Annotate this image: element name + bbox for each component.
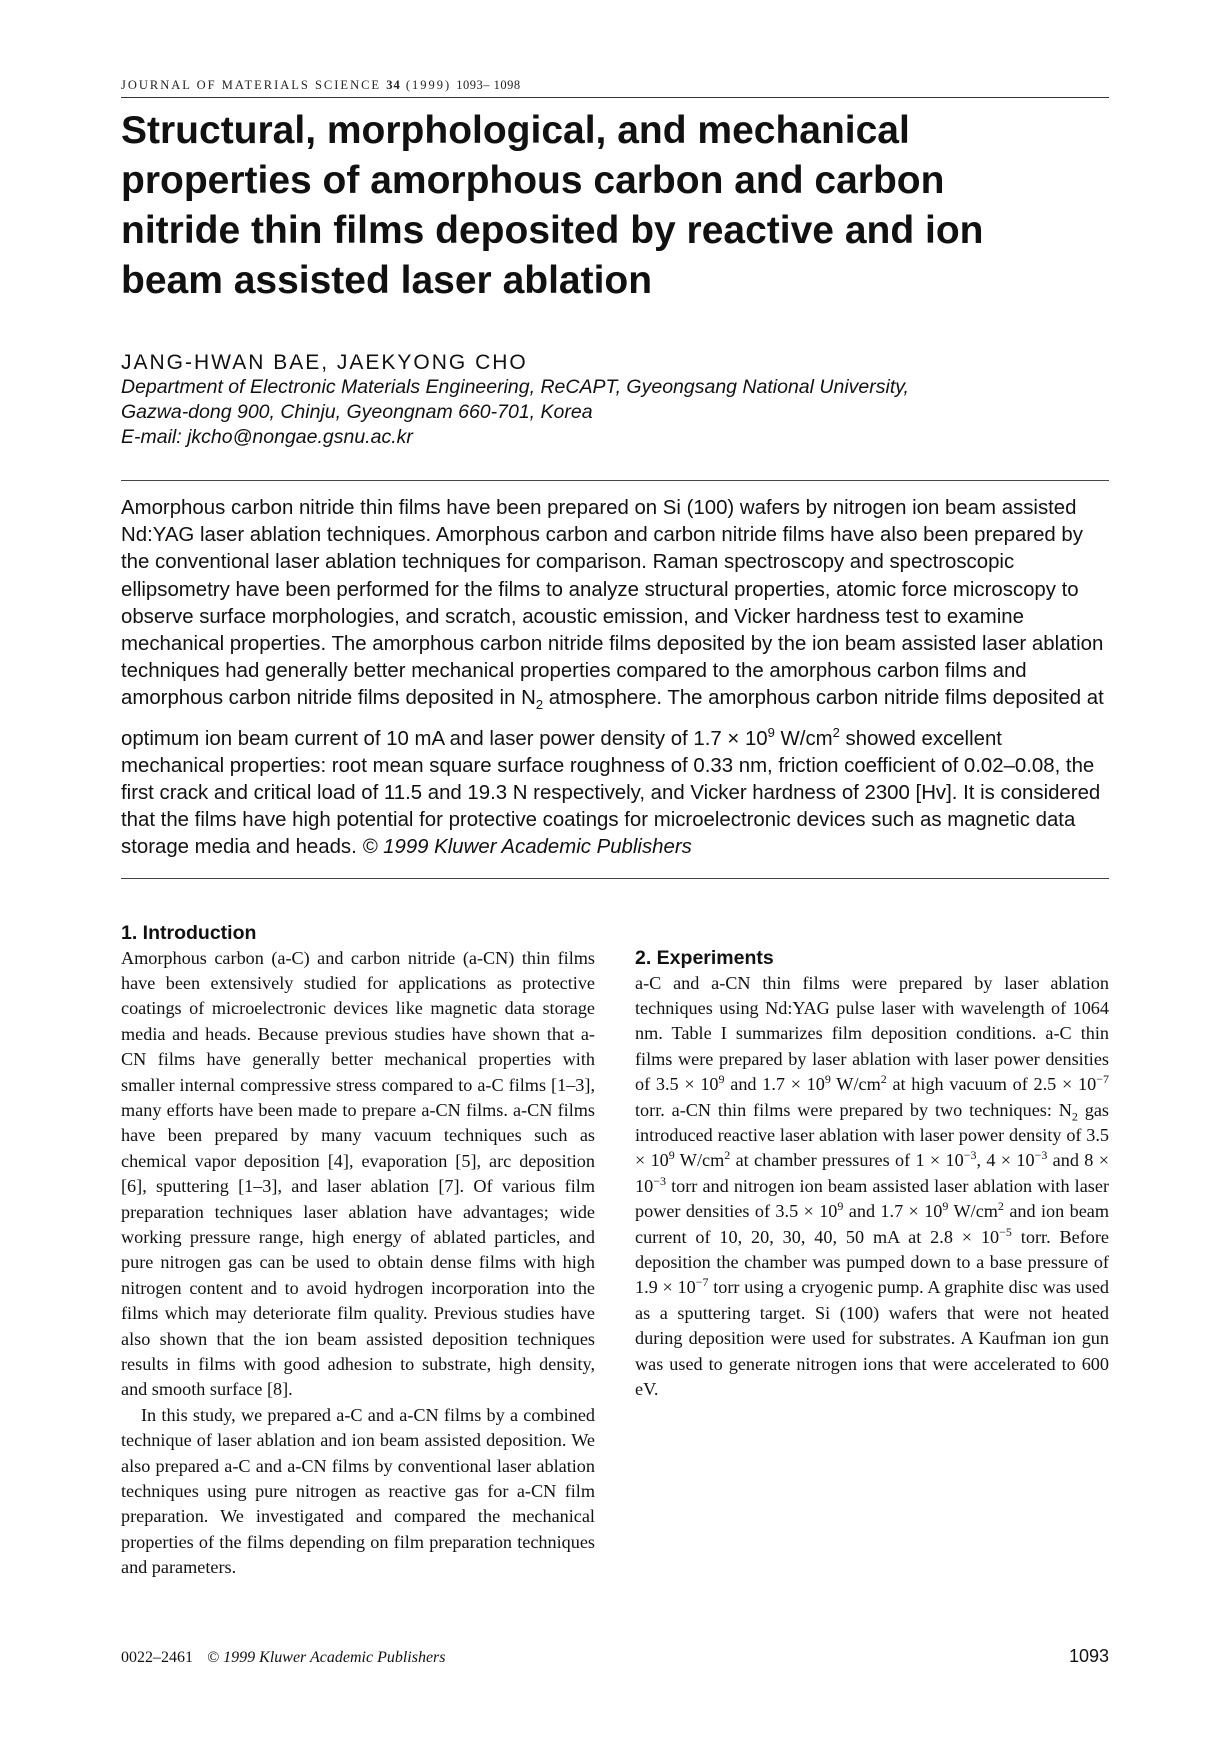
journal-pages: 1093– 1098 [456,78,521,92]
exp-text: , 4 × 10 [976,1150,1035,1171]
abstract-top-rule [121,480,1109,481]
exp-text: W/cm [674,1150,725,1171]
experiments-heading: 2. Experiments [635,946,774,969]
exp-text: W/cm [830,1074,881,1095]
exp-text: torr. a-CN thin films were prepared by two techniques: N [635,1099,1072,1120]
abstract-bottom-rule [121,878,1109,879]
exp-text: W/cm [948,1201,998,1222]
introduction-heading: 1. Introduction [121,921,257,944]
exp-exponent: −7 [1096,1072,1109,1087]
exp-subscript: 2 [1071,1109,1078,1124]
exp-exponent: 9 [824,1072,831,1087]
affiliation [121,375,1109,450]
abstract-exponent-1: 9 [767,724,775,740]
right-column [635,921,1109,1581]
exp-exponent: −7 [695,1275,709,1290]
paper-title: Structural, morphological, and mechanical properties of amorphous carbon and carbon nitride thin films deposited by reactive and ion beam assisted laser ablation [121,109,984,302]
exp-text: at chamber pressures of 1 × 10 [730,1150,964,1171]
exp-text: and ion beam current of 10, 20, 30, 40, 50 mA at 2.8 × 10 [635,1201,1109,1247]
page-number: 1093 [1068,1646,1109,1666]
exp-exponent: −3 [963,1148,977,1163]
journal-year: (1999) [405,78,452,92]
experiments-paragraph [635,971,1109,1403]
paper-page [121,78,1109,1581]
exp-text: torr. Before deposition the chamber was pumped down to a base pressure of 1.9 × 10 [635,1226,1109,1298]
abstract-text-2: atmosphere. The amorphous carbon nitride films deposited at optimum ion beam current of 10 mA and laser power density of 1.7 × 10 [121,687,1104,750]
journal-header [121,78,1109,98]
introduction-paragraph-1: Amorphous carbon (a-C) and carbon nitride (a-CN) thin films have been extensively studied for applications as protective coatings of microelectronic devices like magnetic data storage media and heads. Because previous studies have shown that a-CN films have generally better mechanical properties with smaller internal compressive stress compared to a-C films [1–3], many efforts have been made to prepare a-CN films. a-CN films have been prepared by many vacuum techniques such as chemical vapor deposition [4], evaporation [5], arc deposition [6], sputtering [1–3], and laser ablation [7]. Of various film preparation techniques laser ablation have advantages; wide working pressure range, high energy of ablated particles, and pure nitrogen gas can be used to obtain dense films with high nitrogen content and to avoid hydrogen incorporation into the films which may deteriorate film quality. Previous studies have also shown that the ion beam assisted deposition techniques results in films with good adhesion to substrate, high density, and smooth surface [8]. [121,947,595,1400]
abstract-text-4: showed excellent mechanical properties: root mean square surface roughness of 0.33 nm, friction coefficient of 0.02–0.08, the first crack and critical load of 11.5 and 19.3 N respectively, and Vicker hardness of 2300 [Hv]. It is considered that the films have high potential for protective coatings for microelectronic devices such as magnetic data storage media and heads. [121,727,1101,859]
exp-exponent: −3 [653,1173,666,1188]
exp-text: gas introduced reactive laser ablation with laser power density of 3.5 × 10 [635,1099,1109,1171]
page-footer [121,1646,1109,1667]
affiliation-line-2: Gazwa-dong 900, Chinju, Gyeongnam 660-701, Korea [121,401,593,423]
abstract-text-3: W/cm [774,727,833,750]
exp-exponent: −5 [999,1224,1012,1239]
footer-issn: 0022–2461 [121,1649,193,1666]
exp-text: and 8 × 10 [635,1150,1109,1196]
exp-exponent: 2 [880,1072,887,1087]
footer-publisher: © 1999 Kluwer Academic Publishers [207,1649,446,1666]
exp-text: at high vacuum of 2.5 × 10 [886,1074,1097,1095]
abstract-copyright: © 1999 Kluwer Academic Publishers [362,836,692,859]
author-email: E-mail: jkcho@nongae.gsnu.ac.kr [121,426,413,448]
journal-name: JOURNAL OF MATERIALS SCIENCE [121,78,382,92]
journal-volume: 34 [386,78,401,92]
exp-text: torr and nitrogen ion beam assisted laser ablation with laser power densities of 3.5 × 10 [635,1175,1109,1222]
exp-exponent: −3 [1034,1148,1048,1163]
exp-exponent: 2 [724,1148,731,1163]
exp-text: a-C and a-CN thin films were prepared by laser ablation techniques using Nd:YAG pulse laser with wavelength of 1064 nm. Table I summarizes film deposition conditions. a-C thin films were prepared by laser ablation with laser power densities of 3.5 × 10 [635,972,1109,1095]
abstract [121,495,1109,862]
footer-issn-block [121,1649,446,1667]
abstract-exponent-2: 2 [832,724,840,740]
exp-text: torr using a cryogenic pump. A graphite disc was used as a sputtering target. Si (100) wafers that were not heated during deposition were used for substrates. A Kaufman ion gun was used to generate nitrogen ions that were accelerated to 600 eV. [635,1277,1109,1400]
body-columns [121,921,1109,1581]
exp-exponent: 9 [718,1072,725,1087]
left-column [121,921,595,1581]
introduction-paragraph-2: In this study, we prepared a-C and a-CN films by a combined technique of laser ablation and ion beam assisted deposition. We also prepared a-C and a-CN films by conventional laser ablation techniques using pure nitrogen as reactive gas for a-CN film preparation. We investigated and compared the mechanical properties of the films depending on film preparation techniques and parameters. [121,1404,595,1578]
exp-exponent: 9 [837,1199,844,1214]
exp-text: and 1.7 × 10 [724,1074,825,1095]
exp-text: and 1.7 × 10 [843,1201,943,1222]
abstract-subscript: 2 [535,697,544,713]
exp-exponent: 9 [668,1148,675,1163]
affiliation-line-1: Department of Electronic Materials Engineering, ReCAPT, Gyeongsang National University, [121,376,909,398]
authors: JANG-HWAN BAE, JAEKYONG CHO [121,351,528,374]
exp-exponent: 9 [942,1199,949,1214]
abstract-text-1: Amorphous carbon nitride thin films have been prepared on Si (100) wafers by nitrogen ion beam assisted Nd:YAG laser ablation techniques. Amorphous carbon and carbon nitride films have also been prepared by the conventional laser ablation techniques for comparison. Raman spectroscopy and spectroscopic ellipsometry have been performed for the films to analyze structural properties, atomic force microscopy to observe surface morphologies, and scratch, acoustic emission, and Vicker hardness test to examine mechanical properties. The amorphous carbon nitride films deposited by the ion beam assisted laser ablation techniques had generally better mechanical properties compared to the amorphous carbon films and amorphous carbon nitride films deposited in N [121,497,1104,710]
exp-exponent: 2 [997,1199,1004,1214]
